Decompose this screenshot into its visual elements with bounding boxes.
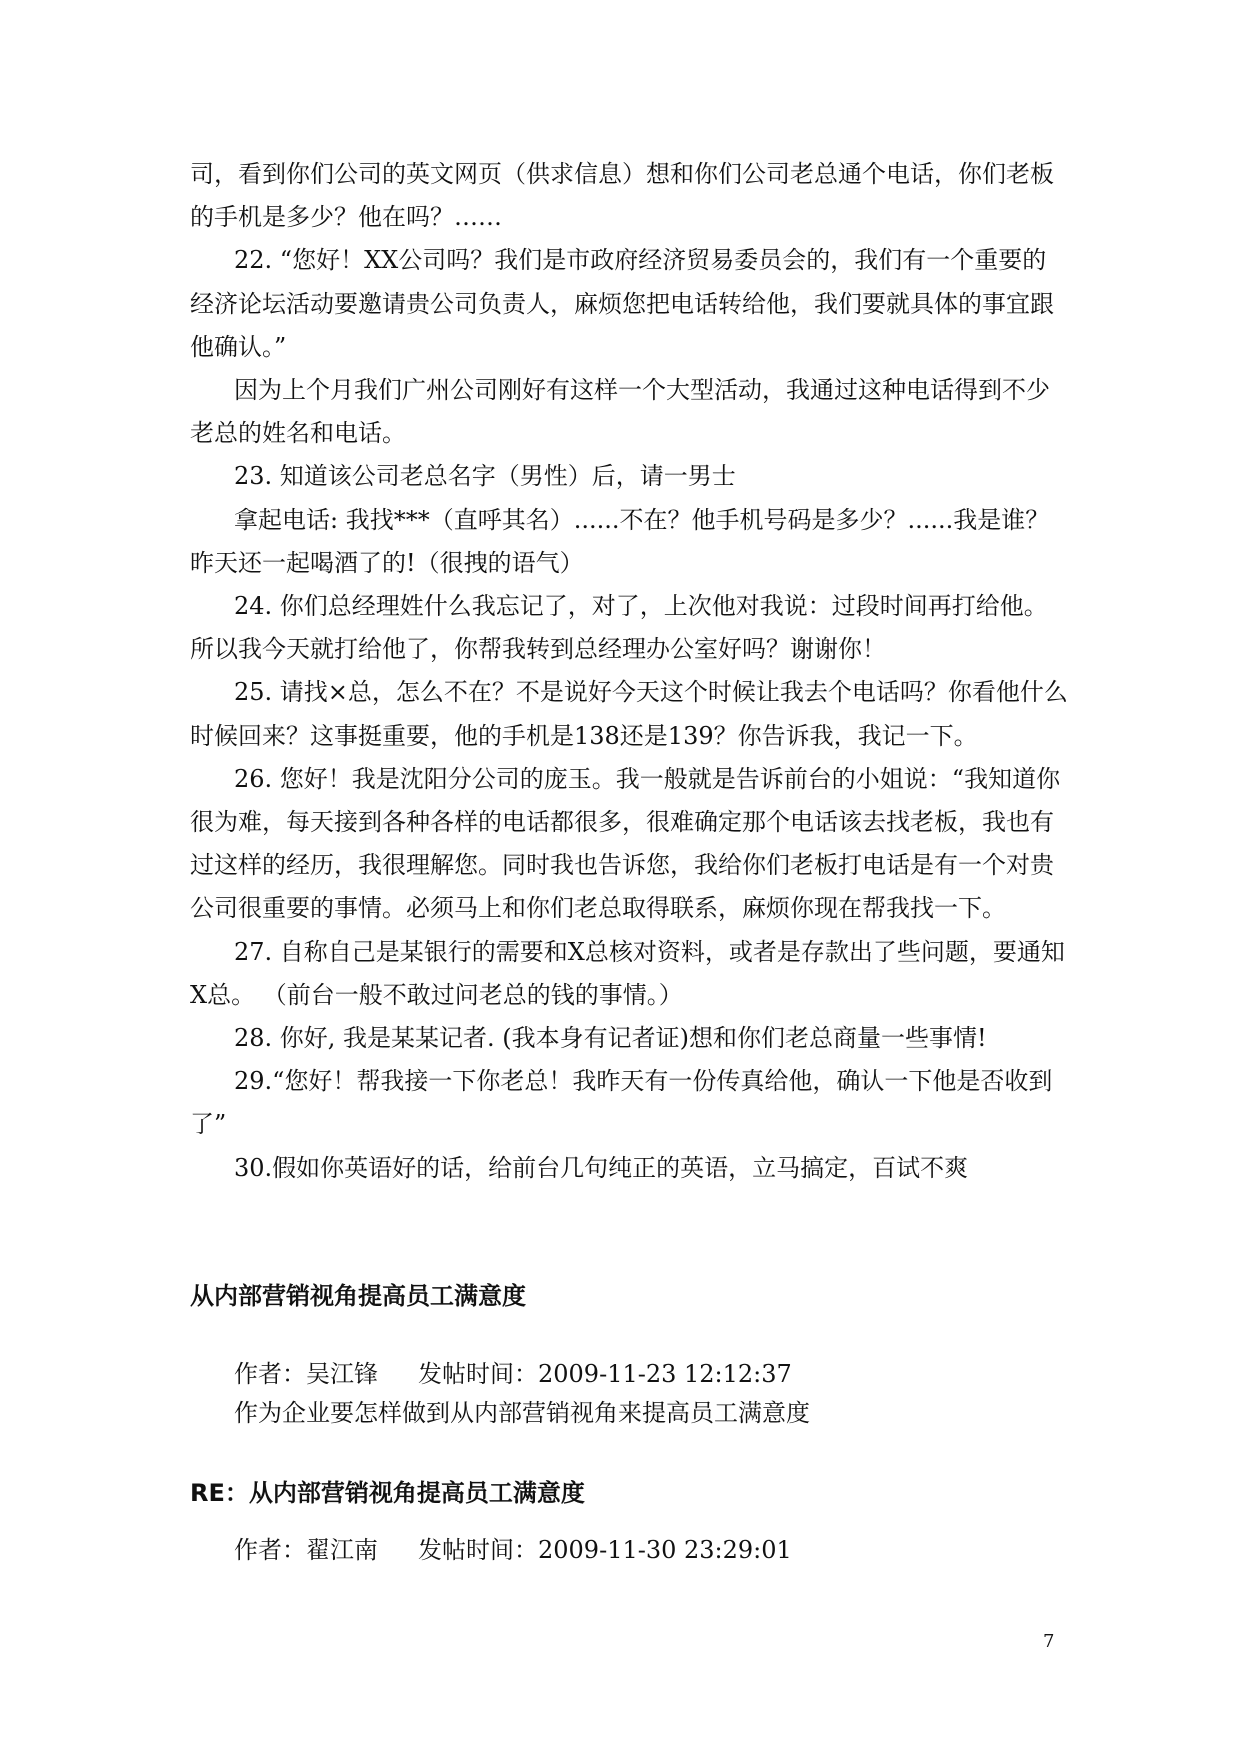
post-time-label: 发帖时间： [418,1360,538,1388]
author-name: 吴江锋 [306,1360,378,1388]
paragraph-item-25: 25. 请找×总，怎么不在？不是说好今天这个时候让我去个电话吗？你看他什么时候回来？这事挺重要，他的手机是138还是139？你告诉我，我记一下。 [190,678,1068,750]
paragraph-item-27: 27. 自称自己是某银行的需要和X总核对资料，或者是存款出了些问题，要通知X总。 （前台一般不敢过问老总的钱的事情。） [190,937,1065,1009]
page-number: 7 [1043,1631,1055,1652]
post-question: 作为企业要怎样做到从内部营销视角来提高员工满意度 [234,1399,810,1427]
paragraph-item-23: 23. 知道该公司老总名字（男性）后，请一男士 [234,462,736,491]
paragraph-continuation: 司，看到你们公司的英文网页（供求信息）想和你们公司老总通个电话，你们老板的手机是多少？他在吗？…… [190,160,1054,232]
paragraph-note: 因为上个月我们广州公司刚好有这样一个大型活动，我通过这种电话得到不少老总的姓名和电话。 [190,376,1050,448]
paragraph-item-29: 29.“您好！帮我接一下你老总！我昨天有一份传真给他，确认一下他是否收到了” [190,1067,1053,1139]
reply-author-label: 作者： [234,1536,306,1564]
reply-meta [234,1532,792,1568]
body-text [190,153,1068,1190]
paragraph-item-30: 30.假如你英语好的话，给前台几句纯正的英语，立马搞定，百试不爽 [234,1153,969,1182]
reply-time: 2009-11-30 23:29:01 [538,1536,792,1564]
reply-time-label: 发帖时间： [418,1536,538,1564]
paragraph-item-26: 26. 您好！我是沈阳分公司的庞玉。我一般就是告诉前台的小姐说：“我知道你很为难，每天接到各种各样的电话都很多，很难确定那个电话该去找老板，我也有过这样的经历，我很理解您。同时我也告诉您，我给你们老板打电话是有一个对贵公司很重要的事情。必须马上和你们老总取得联系，麻烦你现在帮我找一下。 [190,764,1061,923]
reply-title: RE：从内部营销视角提高员工满意度 [190,1479,585,1507]
author-label: 作者： [234,1360,306,1388]
post-time: 2009-11-23 12:12:37 [538,1360,792,1388]
post-meta [234,1356,792,1392]
paragraph-item-24: 24. 你们总经理姓什么我忘记了，对了，上次他对我说：过段时间再打给他。所以我今天就打给他了，你帮我转到总经理办公室好吗？谢谢你！ [190,592,1048,664]
paragraph-item-28: 28. 你好, 我是某某记者. (我本身有记者证)想和你们老总商量一些事情! [234,1024,987,1053]
post-title: 从内部营销视角提高员工满意度 [190,1282,526,1310]
reply-author-name: 翟江南 [306,1536,378,1564]
paragraph-item-22: 22. “您好！XX公司吗？我们是市政府经济贸易委员会的，我们有一个重要的经济论坛活动要邀请贵公司负责人，麻烦您把电话转给他，我们要就具体的事宜跟他确认。” [190,246,1054,361]
paragraph-item-23-dialogue: 拿起电话: 我找***（直呼其名）......不在？他手机号码是多少？......我是谁？昨天还一起喝酒了的!（很拽的语气） [190,505,1050,577]
